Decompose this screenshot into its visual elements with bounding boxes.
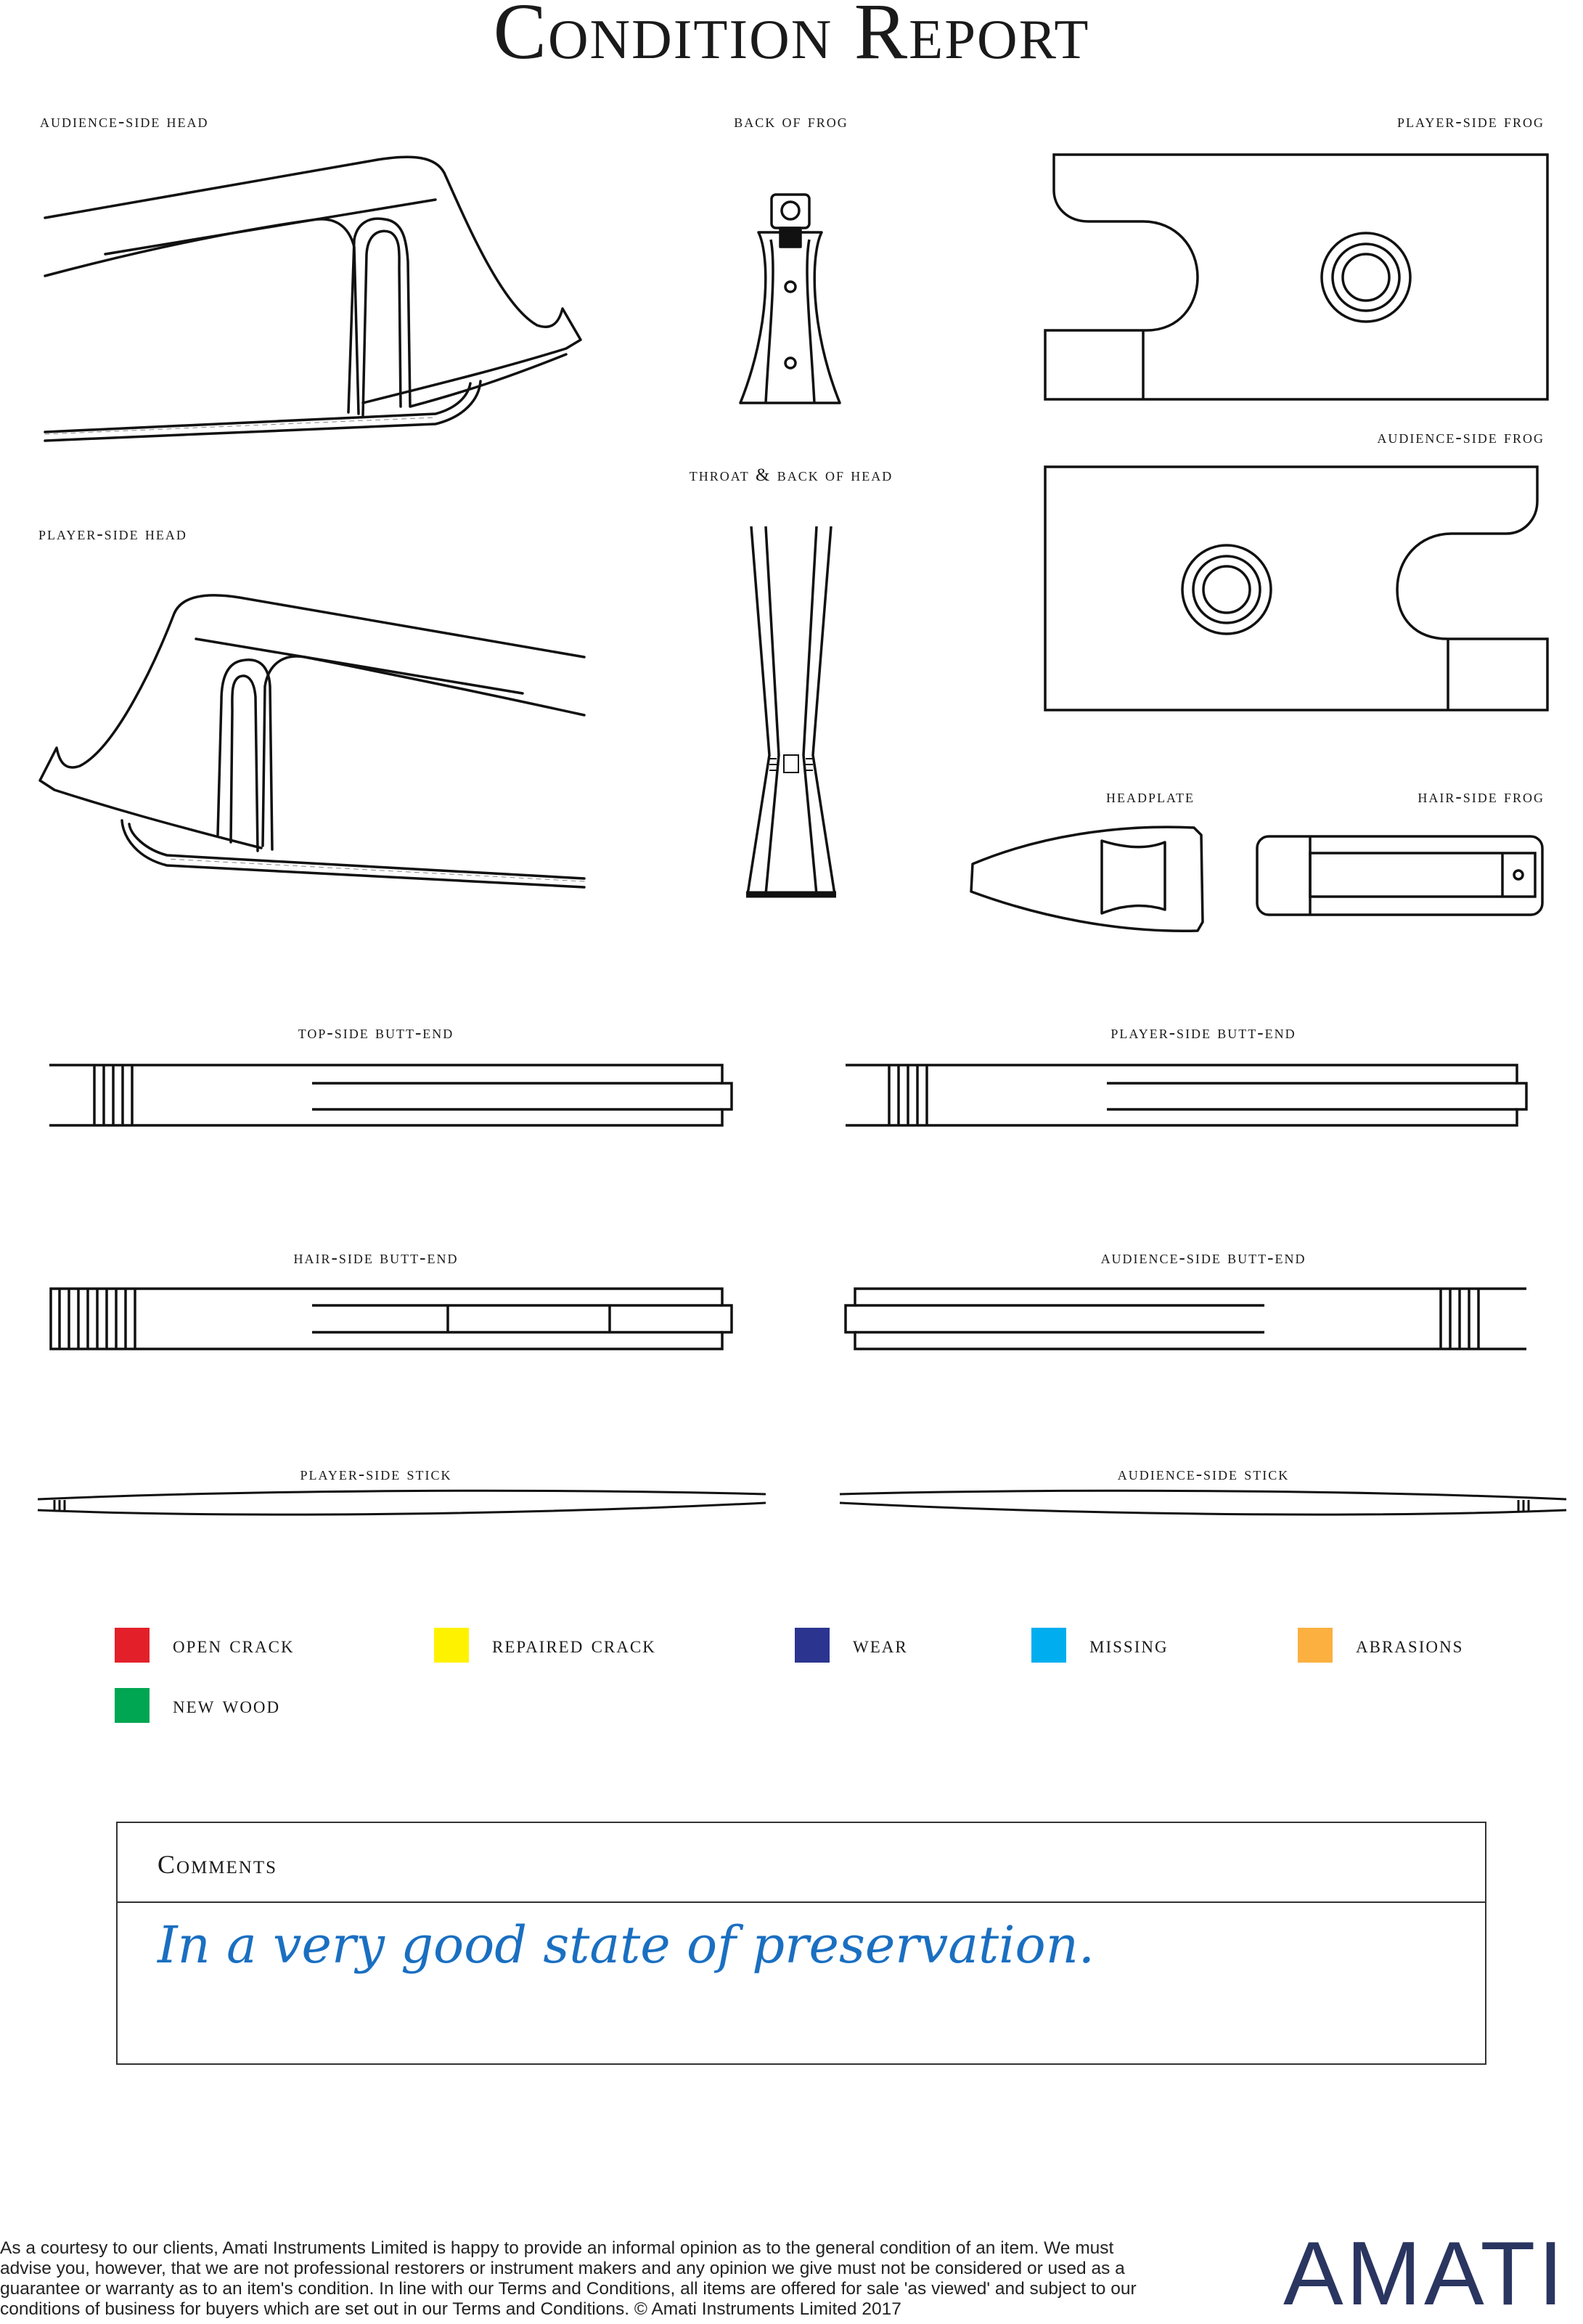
legend-new-wood	[115, 1687, 280, 1724]
legend-label: new wood	[173, 1692, 281, 1718]
disclaimer-text: As a courtesy to our clients, Amati Instruments Limited is happy to provide an informal opinion as to the general condition of an item. We must advise you, however, that we are not professional restorers or instrument makers and any opinion we give must not be considered or used as a guarantee or warranty as to an item's condition. In line with our Terms and Conditions, all items are offered for sale 'as viewed' and subject to our conditions of business for buyers which are set out in our Terms and Conditions. © Amati Instruments Limited 2017	[0, 2238, 1137, 2319]
label-headplate: headplate	[1106, 787, 1195, 807]
legend-label: wear	[853, 1631, 908, 1658]
swatch-repaired-crack	[434, 1628, 469, 1663]
legend-repaired-crack	[434, 1626, 656, 1664]
label-audience-side-stick: audience-side stick	[1117, 1464, 1290, 1484]
legend-label: abrasions	[1356, 1631, 1464, 1658]
swatch-abrasions	[1298, 1628, 1333, 1663]
label-hair-side-frog: hair-side frog	[1418, 787, 1545, 807]
legend-abrasions	[1298, 1626, 1463, 1664]
label-player-side-frog: player-side frog	[1397, 112, 1545, 131]
swatch-open-crack	[115, 1628, 150, 1663]
comment-text: In a very good state of preservation.	[158, 1915, 1095, 1975]
label-back-of-frog: back of frog	[734, 112, 848, 131]
label-throat-back-of-head: throat & back of head	[689, 465, 893, 485]
comments-header	[118, 1823, 1485, 1903]
label-player-side-head: player-side head	[38, 524, 187, 544]
legend-open-crack	[115, 1626, 295, 1664]
legend-label: missing	[1089, 1631, 1169, 1658]
label-audience-side-butt-end: audience-side butt-end	[1100, 1248, 1306, 1268]
label-player-side-butt-end: player-side butt-end	[1110, 1023, 1296, 1043]
swatch-missing	[1031, 1628, 1066, 1663]
label-top-side-butt-end: top-side butt-end	[298, 1023, 454, 1043]
handwritten-comment	[118, 1903, 1488, 2066]
label-hair-side-butt-end: hair-side butt-end	[293, 1248, 459, 1268]
legend-missing	[1031, 1626, 1169, 1664]
swatch-new-wood	[115, 1688, 150, 1723]
label-player-side-stick: player-side stick	[300, 1464, 452, 1484]
legend-wear	[795, 1626, 908, 1664]
label-audience-side-head: audience-side head	[40, 112, 209, 131]
label-audience-side-frog: audience-side frog	[1377, 428, 1545, 447]
legend-label: repaired crack	[492, 1631, 656, 1658]
page-title: Condition Report	[493, 0, 1090, 76]
brand-logo: AMATI	[1283, 2224, 1566, 2324]
swatch-wear	[795, 1628, 830, 1663]
comments-label: Comments	[158, 1850, 278, 1879]
comments-box	[116, 1822, 1486, 2065]
legend-label: open crack	[173, 1631, 295, 1658]
